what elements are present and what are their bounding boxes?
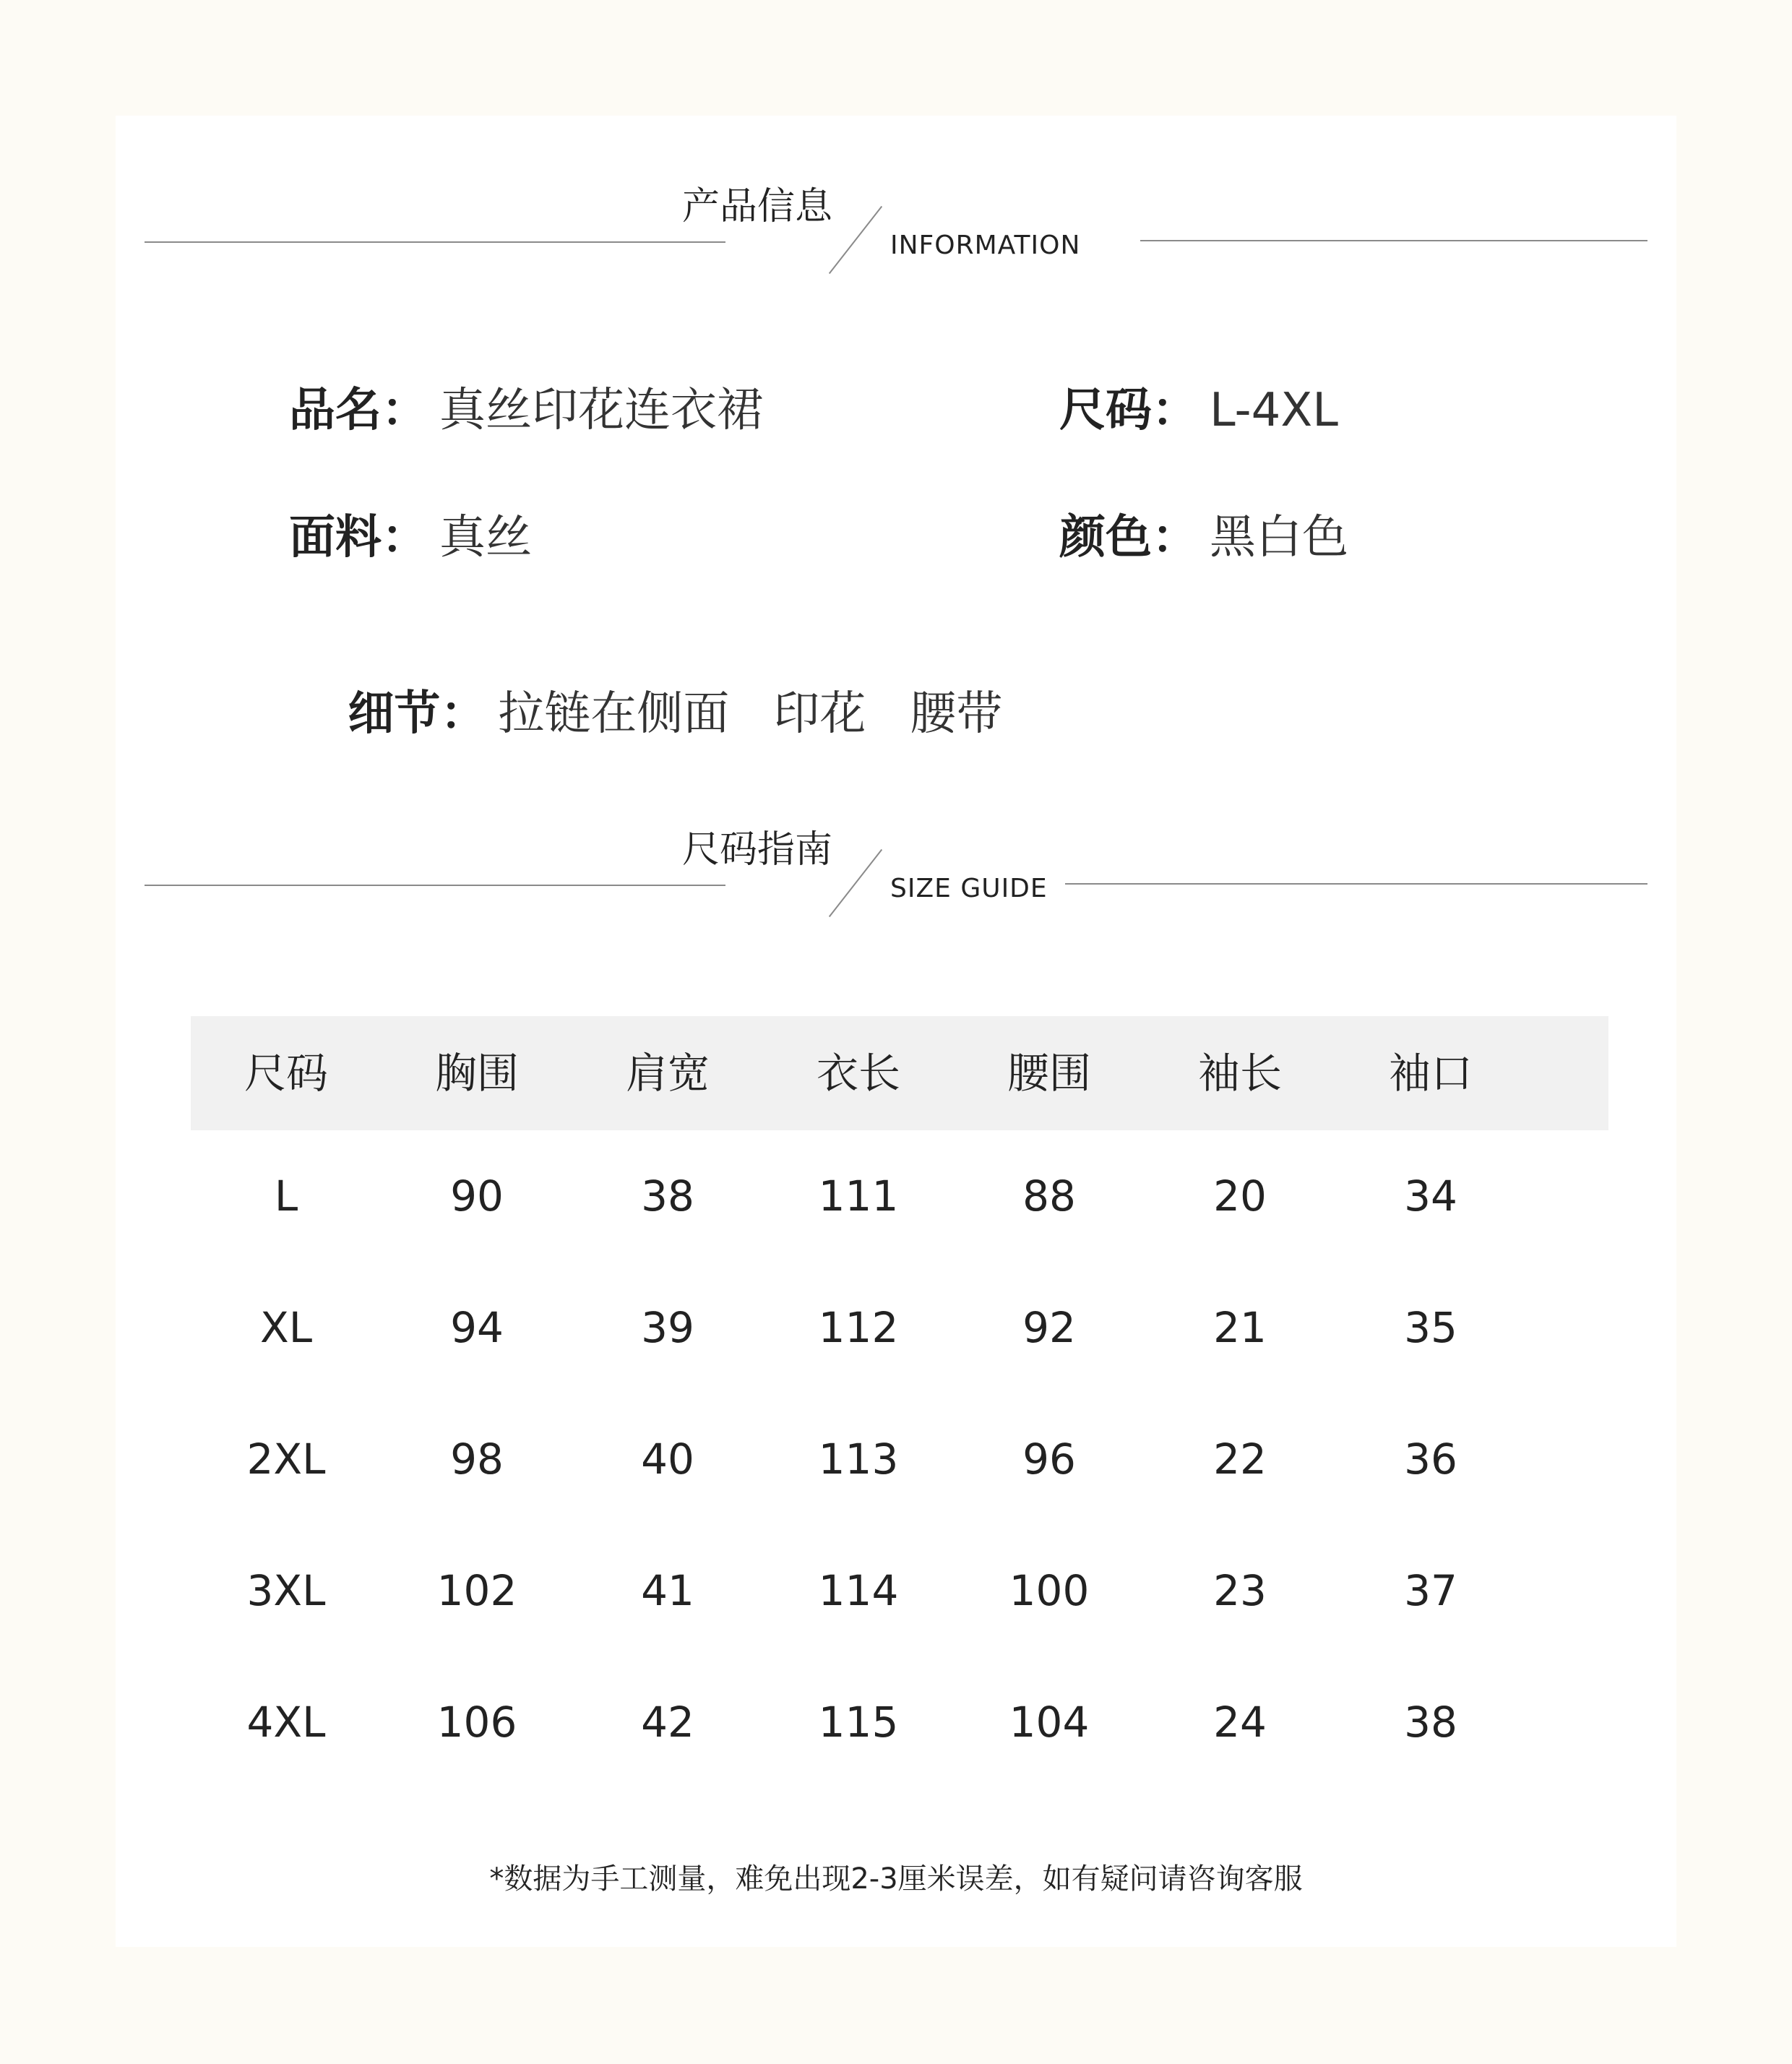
table-header-cell: 袖长 [1197, 1049, 1282, 1098]
table-cell: 115 [818, 1698, 899, 1747]
table-cell: 88 [1022, 1171, 1076, 1221]
table-cell: 102 [436, 1566, 517, 1615]
table-cell: 21 [1213, 1303, 1267, 1352]
info-label: 品名： [289, 384, 428, 437]
table-cell: 2XL [246, 1435, 326, 1484]
info-label: 颜色： [1059, 511, 1198, 564]
table-header-cell: 肩宽 [625, 1049, 710, 1098]
table-cell: XL [259, 1303, 313, 1352]
info-size [1059, 384, 1338, 437]
table-cell: 41 [641, 1566, 694, 1615]
section-subtitle-size-guide: SIZE GUIDE [890, 874, 1048, 903]
table-cell: 106 [436, 1698, 517, 1747]
table-cell: 111 [818, 1171, 899, 1221]
table-cell: 34 [1404, 1171, 1457, 1221]
table-cell: 94 [450, 1303, 504, 1352]
table-cell: 104 [1009, 1698, 1090, 1747]
section-title-product-info: 产品信息 [682, 185, 833, 228]
section-rule-right [1065, 883, 1647, 885]
section-divider-slash [829, 206, 882, 274]
section-subtitle-information: INFORMATION [890, 231, 1081, 260]
info-label: 细节： [348, 687, 487, 741]
size-table [191, 1016, 1608, 1788]
table-row [191, 1130, 1608, 1262]
table-cell: 113 [818, 1435, 899, 1484]
table-cell: 3XL [246, 1566, 326, 1615]
info-value: 真丝印花连衣裙 [439, 384, 763, 437]
table-cell: L [274, 1171, 298, 1221]
table-header-cell: 胸围 [434, 1049, 519, 1098]
table-header-cell: 衣长 [816, 1049, 900, 1098]
info-color [1059, 511, 1348, 564]
table-cell: 23 [1213, 1566, 1267, 1615]
table-cell: 96 [1022, 1435, 1076, 1484]
table-cell: 42 [641, 1698, 694, 1747]
table-cell: 38 [641, 1171, 694, 1221]
table-cell: 24 [1213, 1698, 1267, 1747]
table-row [191, 1393, 1608, 1525]
table-header-cell: 袖口 [1388, 1049, 1473, 1098]
info-fabric [289, 511, 532, 564]
table-cell: 40 [641, 1435, 694, 1484]
table-cell: 100 [1009, 1566, 1090, 1615]
table-cell: 4XL [246, 1698, 326, 1747]
info-value: 黑白色 [1210, 511, 1348, 564]
section-title-size-guide: 尺码指南 [682, 828, 833, 872]
info-product-name [289, 384, 763, 437]
table-cell: 20 [1213, 1171, 1267, 1221]
section-rule-left [145, 241, 725, 243]
table-header-row [191, 1016, 1608, 1130]
info-label: 面料： [289, 511, 428, 564]
info-details [289, 645, 1002, 783]
table-cell: 22 [1213, 1435, 1267, 1484]
table-cell: 92 [1022, 1303, 1076, 1352]
section-divider-slash [829, 849, 882, 917]
info-value: L-4XL [1210, 384, 1338, 437]
table-header-cell: 腰围 [1007, 1049, 1091, 1098]
table-cell: 38 [1404, 1698, 1457, 1747]
table-row [191, 1656, 1608, 1788]
table-cell: 39 [641, 1303, 694, 1352]
table-cell: 37 [1404, 1566, 1457, 1615]
section-rule-left [145, 885, 725, 886]
table-cell: 36 [1404, 1435, 1457, 1484]
table-cell: 35 [1404, 1303, 1457, 1352]
measurement-note: *数据为手工测量，难免出现2-3厘米误差，如有疑问请咨询客服 [489, 1862, 1303, 1896]
table-cell: 98 [450, 1435, 504, 1484]
table-row [191, 1262, 1608, 1393]
table-header-cell: 尺码 [244, 1049, 328, 1098]
info-value: 真丝 [439, 511, 532, 564]
table-cell: 90 [450, 1171, 504, 1221]
table-row [191, 1525, 1608, 1656]
product-info-card [116, 116, 1676, 1947]
info-value: 拉链在侧面 印花 腰带 [498, 687, 1003, 741]
table-cell: 114 [818, 1566, 899, 1615]
info-label: 尺码： [1059, 384, 1198, 437]
table-cell: 112 [818, 1303, 899, 1352]
section-rule-right [1140, 240, 1647, 241]
